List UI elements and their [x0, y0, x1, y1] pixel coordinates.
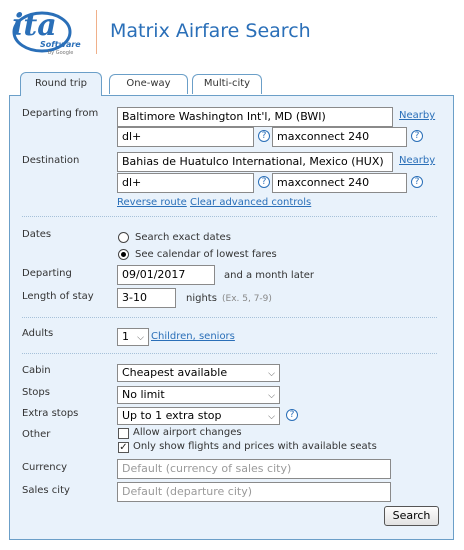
dates-label: Dates — [22, 229, 52, 240]
available-seats-label: Only show flights and prices with available seats — [133, 441, 377, 452]
extra-stops-label: Extra stops — [22, 408, 79, 419]
currency-input[interactable]: Default (currency of sales city) — [117, 459, 391, 479]
origin-input[interactable]: Baltimore Washington Int'l, MD (BWI) — [117, 107, 393, 127]
cabin-select[interactable] — [117, 364, 280, 382]
destination-input[interactable]: Bahias de Huatulco International, Mexico (HUX) — [117, 152, 393, 172]
search-button[interactable]: Search — [384, 506, 439, 526]
section-divider — [22, 317, 437, 318]
destination-extension-code-input[interactable]: maxconnect 240 — [272, 173, 407, 193]
ita-software-logo[interactable] — [6, 6, 86, 61]
origin-extension-help-icon[interactable]: ? — [411, 130, 423, 142]
chevron-down-icon: ⌵ — [137, 333, 144, 343]
departing-from-label: Departing from — [22, 108, 99, 119]
logo-text: ita — [12, 8, 57, 43]
available-seats-checkbox[interactable]: ✓ — [119, 442, 128, 453]
destination-route-help-icon[interactable]: ? — [258, 176, 270, 188]
destination-nearby-link[interactable]: Nearby — [399, 155, 436, 166]
extra-stops-select-value: Up to 1 extra stop — [122, 409, 222, 422]
search-exact-dates-radio[interactable] — [118, 232, 129, 243]
nights-unit-label: nights — [186, 293, 217, 304]
stops-select[interactable] — [117, 386, 280, 404]
search-form-panel — [9, 95, 454, 540]
extra-stops-select[interactable] — [117, 407, 280, 425]
sales-city-input[interactable]: Default (departure city) — [117, 482, 391, 502]
search-exact-dates-label: Search exact dates — [135, 232, 231, 243]
origin-route-code-input[interactable]: dl+ — [117, 127, 254, 147]
stops-label: Stops — [22, 387, 50, 398]
logo-subtitle: Software — [40, 40, 81, 49]
section-divider — [22, 353, 437, 354]
length-of-stay-input[interactable]: 3-10 — [117, 288, 176, 308]
reverse-route-link[interactable]: Reverse route — [117, 197, 187, 208]
chevron-down-icon: ⌵ — [268, 391, 275, 401]
extra-stops-help-icon[interactable]: ? — [286, 409, 298, 421]
destination-route-code-input[interactable]: dl+ — [117, 173, 254, 193]
adults-select[interactable] — [117, 328, 149, 346]
cabin-select-value: Cheapest available — [122, 366, 228, 379]
page-title: Matrix Airfare Search — [110, 20, 311, 42]
stops-select-value: No limit — [122, 388, 165, 401]
sales-city-label: Sales city — [22, 485, 70, 496]
origin-nearby-link[interactable]: Nearby — [399, 110, 436, 121]
length-of-stay-hint: (Ex. 5, 7-9) — [222, 294, 272, 304]
other-label: Other — [22, 429, 51, 440]
clear-advanced-controls-link[interactable]: Clear advanced controls — [190, 197, 312, 208]
tab-round-trip[interactable]: Round trip — [20, 72, 102, 96]
chevron-down-icon: ⌵ — [268, 369, 275, 379]
length-of-stay-label: Length of stay — [22, 291, 94, 302]
origin-route-help-icon[interactable]: ? — [258, 130, 270, 142]
header-divider — [96, 10, 97, 54]
cabin-label: Cabin — [22, 365, 51, 376]
children-seniors-link[interactable]: Children, seniors — [151, 331, 235, 342]
currency-label: Currency — [22, 462, 68, 473]
destination-extension-help-icon[interactable]: ? — [411, 176, 423, 188]
calendar-lowest-fares-label: See calendar of lowest fares — [135, 249, 277, 260]
departing-label: Departing — [22, 268, 72, 279]
adults-select-value: 1 — [122, 330, 129, 343]
origin-extension-code-input[interactable]: maxconnect 240 — [272, 127, 407, 147]
allow-airport-changes-checkbox[interactable] — [118, 428, 129, 439]
tab-multi-city[interactable]: Multi-city — [192, 74, 262, 94]
calendar-lowest-fares-radio[interactable] — [118, 249, 129, 260]
chevron-down-icon: ⌵ — [268, 412, 275, 422]
section-divider — [22, 216, 437, 217]
tab-one-way[interactable]: One-way — [109, 74, 188, 94]
allow-airport-changes-label: Allow airport changes — [133, 427, 242, 438]
departing-range-text: and a month later — [224, 270, 315, 281]
destination-label: Destination — [22, 155, 80, 166]
adults-label: Adults — [22, 328, 54, 339]
departing-date-input[interactable]: 09/01/2017 — [117, 265, 215, 285]
logo-byline: by Google — [48, 50, 74, 56]
